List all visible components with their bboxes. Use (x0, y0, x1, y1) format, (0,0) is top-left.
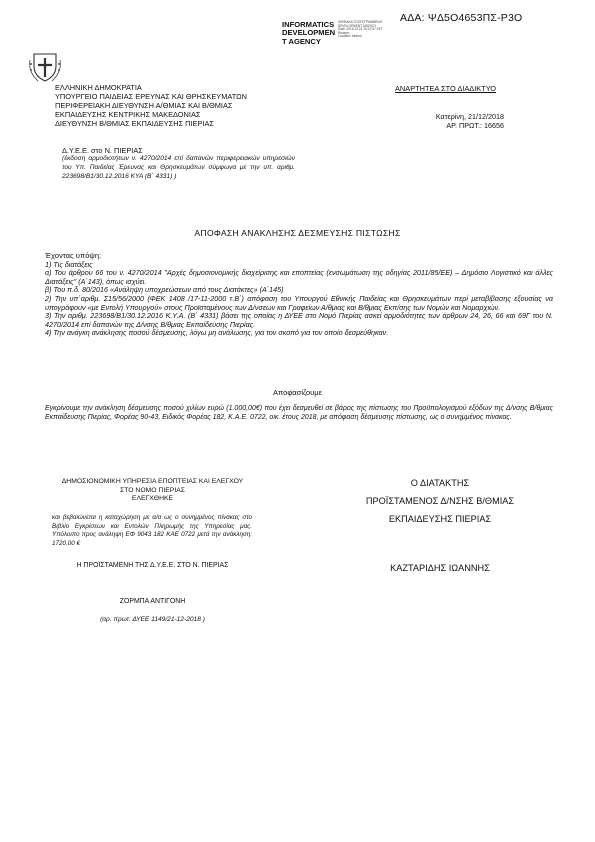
consideration-item: 4) Την ανάγκη ανάκλησης ποσού δέσμευσης, λόγω μη ανάλωσης, για τον σκοπό για τον οποίο δεσμεύθηκαν. (45, 328, 389, 338)
consideration-item: β) Του π.δ. 80/2016 «Ανάληψη υποχρεώσεων από τους Διατάκτες» (Α΄145) (45, 285, 284, 295)
issuing-authority-header: ΕΛΛΗΝΙΚΗ ΔΗΜΟΚΡΑΤΙΑ ΥΠΟΥΡΓΕΙΟ ΠΑΙΔΕΙΑΣ ΕΡΕΥΝΑΣ ΚΑΙ ΘΡΗΣΚΕΥΜΑΤΩΝ ΠΕΡΙΦΕΡΕΙΑΚΗ ΔΙΕΥΘΥΝΣΗ Α/ΘΜΙΑΣ ΚΑΙ Β/ΘΜΙΑΣ ΕΚΠΑΙΔΕΥΣΗΣ ΚΕΝΤΡΙΚΗΣ ΜΑΚΕΔΟΝΙΑΣ ΔΙΕΥΘΥΝΣΗ Β/ΘΜΙΑΣ ΕΚΠΑΙΔΕΥΣΗΣ ΠΙΕΡΙΑΣ (55, 83, 248, 128)
document-title: ΑΠΟΦΑΣΗ ΑΝΑΚΛΗΣΗΣ ΔΕΣΜΕΥΣΗΣ ΠΙΣΤΩΣΗΣ (194, 228, 401, 238)
dyee-head-name: ΖΟΡΜΠΑ ΑΝΤΙΓΟΝΗ (119, 598, 186, 605)
post-online-note: ΑΝΑΡΤΗΤΕΑ ΣΤΟ ΔΙΑΔΙΚΤΥΟ (395, 84, 496, 93)
dyee-subtitle: (έκδοση αρμοδιοτήτων ν. 4270/2014 επί δαπανών περιφερειακών υπηρεσιών του Υπ. Παιδείας Έρευνας και Θρησκευμάτων σύμφωνα με την υπ. αριθμ. 223698/Β1/30.12.2016 ΚΥΑ (Β΄ 4331) ) (62, 155, 295, 180)
authorizer-title: Ο ΔΙΑΤΑΚΤΗΣ (410, 478, 470, 488)
document-date-protocol (380, 112, 504, 130)
consideration-item: α) Του άρθρου 66 του ν. 4270/2014 "Αρχές δημοσιονομικής διαχείρισης και εποπτείας (ενσωμάτωση της οδηγίας 2011/85/ΕΕ) – Δημόσιο Λογιστικό και άλλες Διατάξεις" (Α΄143), όπως ισχύει. (45, 268, 553, 286)
considerations-section (45, 252, 553, 338)
consideration-item: 1) Τις διατάξεις (45, 259, 93, 269)
authorizer-role: ΠΡΟΪΣΤΑΜΕΝΟΣ Δ/ΝΣΗΣ Β/ΘΜΙΑΣ (365, 496, 515, 506)
consideration-item: 3) Την αριθμ. 223698/Β1/30.12.2016 Κ.Υ.Α. (Β΄ 4331) βάσει της οποίας η ΔΥΕΕ στο Νομό Πιερίας ασκεί αρμοδιότητες των άρθρων 24, 26, 66 και 69Γ του Ν. 4270/2014 επί δαπανών της Δ/νσης Β/θμιας Εκπαίδευσης Πιερίας. (45, 311, 553, 329)
decision-text: Εγκρίνουμε την ανάκληση δέσμευσης ποσού χιλίων ευρώ (1.000,00€) που έχει δεσμευθεί σε βάρος της πίστωσης του Προϋπολογισμού εξόδων της Δ/νσης Β/θμιας Εκπαίδευσης Πιερίας, Φορέας 90-43, Ειδικός Φορέας 182, Κ.Α.Ε. 0722, οικ. έτους 2018, με απόφαση δέσμευσης πίστωσης, ως ο συνημμένος πίνακας. (45, 405, 553, 421)
diavgeia-signature-label: INFORMATICS DEVELOPMEN T AGENCY (282, 20, 336, 46)
considerations-heading: Έχοντας υπόψη: (45, 251, 102, 260)
authorizer-department: ΕΚΠΑΙΔΕΥΣΗΣ ΠΙΕΡΙΑΣ (388, 514, 492, 524)
dyee-head-title: Η ΠΡΟΪΣΤΑΜΕΝΗ ΤΗΣ Δ.Υ.Ε.Ε. ΣΤΟ Ν. ΠΙΕΡΙΑΣ (76, 562, 229, 569)
decision-heading: Αποφασίζουμε (272, 388, 323, 397)
dyee-protocol-ref: (αρ. πρωτ. ΔΥΕΕ 1149/21-12-2018 ) (100, 616, 205, 623)
date-line: Κατερίνη, 21/12/2018 (435, 112, 504, 121)
registration-note: και βεβαιώνεται η καταχώρηση με α/α ως ο συνημμένος πίνακας στο Βιβλίο Εγκρίσεων και Εντολών Πληρωμής της Υπηρεσίας μας. Υπόλοιπο προς ανάληψη ΕΦ 9043 182 ΚΑΕ 0722 μετά την ανάκληση: 1720.00 € (52, 514, 252, 547)
digital-signature-details: ΨΗΦΙΑΚΑ ΥΠΟΓΕΓΡΑΜΜΕΝΟ DEVELOPMENT AGENCY Date: 2018.12.21 15:12:07 EET Reason: Location: Athens (338, 20, 383, 39)
protocol-number: ΑΡ. ΠΡΩΤ.: 16656 (446, 121, 504, 130)
ada-code: ΑΔΑ: ΨΔ5Ο4653ΠΣ-Ρ3Ο (400, 12, 523, 24)
authorizer-name: ΚΑΖΤΑΡΙΔΗΣ ΙΩΑΝΝΗΣ (390, 563, 490, 573)
dyee-control-heading: ΔΗΜΟΣΙΟΝΟΜΙΚΗ ΥΠΗΡΕΣΙΑ ΕΠΟΠΤΕΙΑΣ ΚΑΙ ΕΛΕΓΧΟΥ ΣΤΟ ΝΟΜΟ ΠΙΕΡΙΑΣ ΕΛΕΓΧΘΗΚΕ (61, 478, 244, 503)
consideration-item: 2) Την υπ΄αριθμ. Σ15/56/2000 (ΦΕΚ 1408 /17-11-2000 τ.Β΄) απόφαση του Υπουργού Εθνικής Παιδείας και Θρησκευμάτων περί μεταβίβασης εξουσίας να υπογράφουν «με Εντολή Υπουργού» στους Προϊσταμένους των Δ/νσεων και Γραφείων Α/θμιας και Β/θμιας Εκπ/σης των Νομών και Νομαρχιών. (45, 293, 553, 312)
dyee-title: Δ.Υ.Ε.Ε. στο Ν. ΠΙΕΡΙΑΣ (62, 146, 143, 155)
greek-emblem-icon (28, 50, 62, 84)
